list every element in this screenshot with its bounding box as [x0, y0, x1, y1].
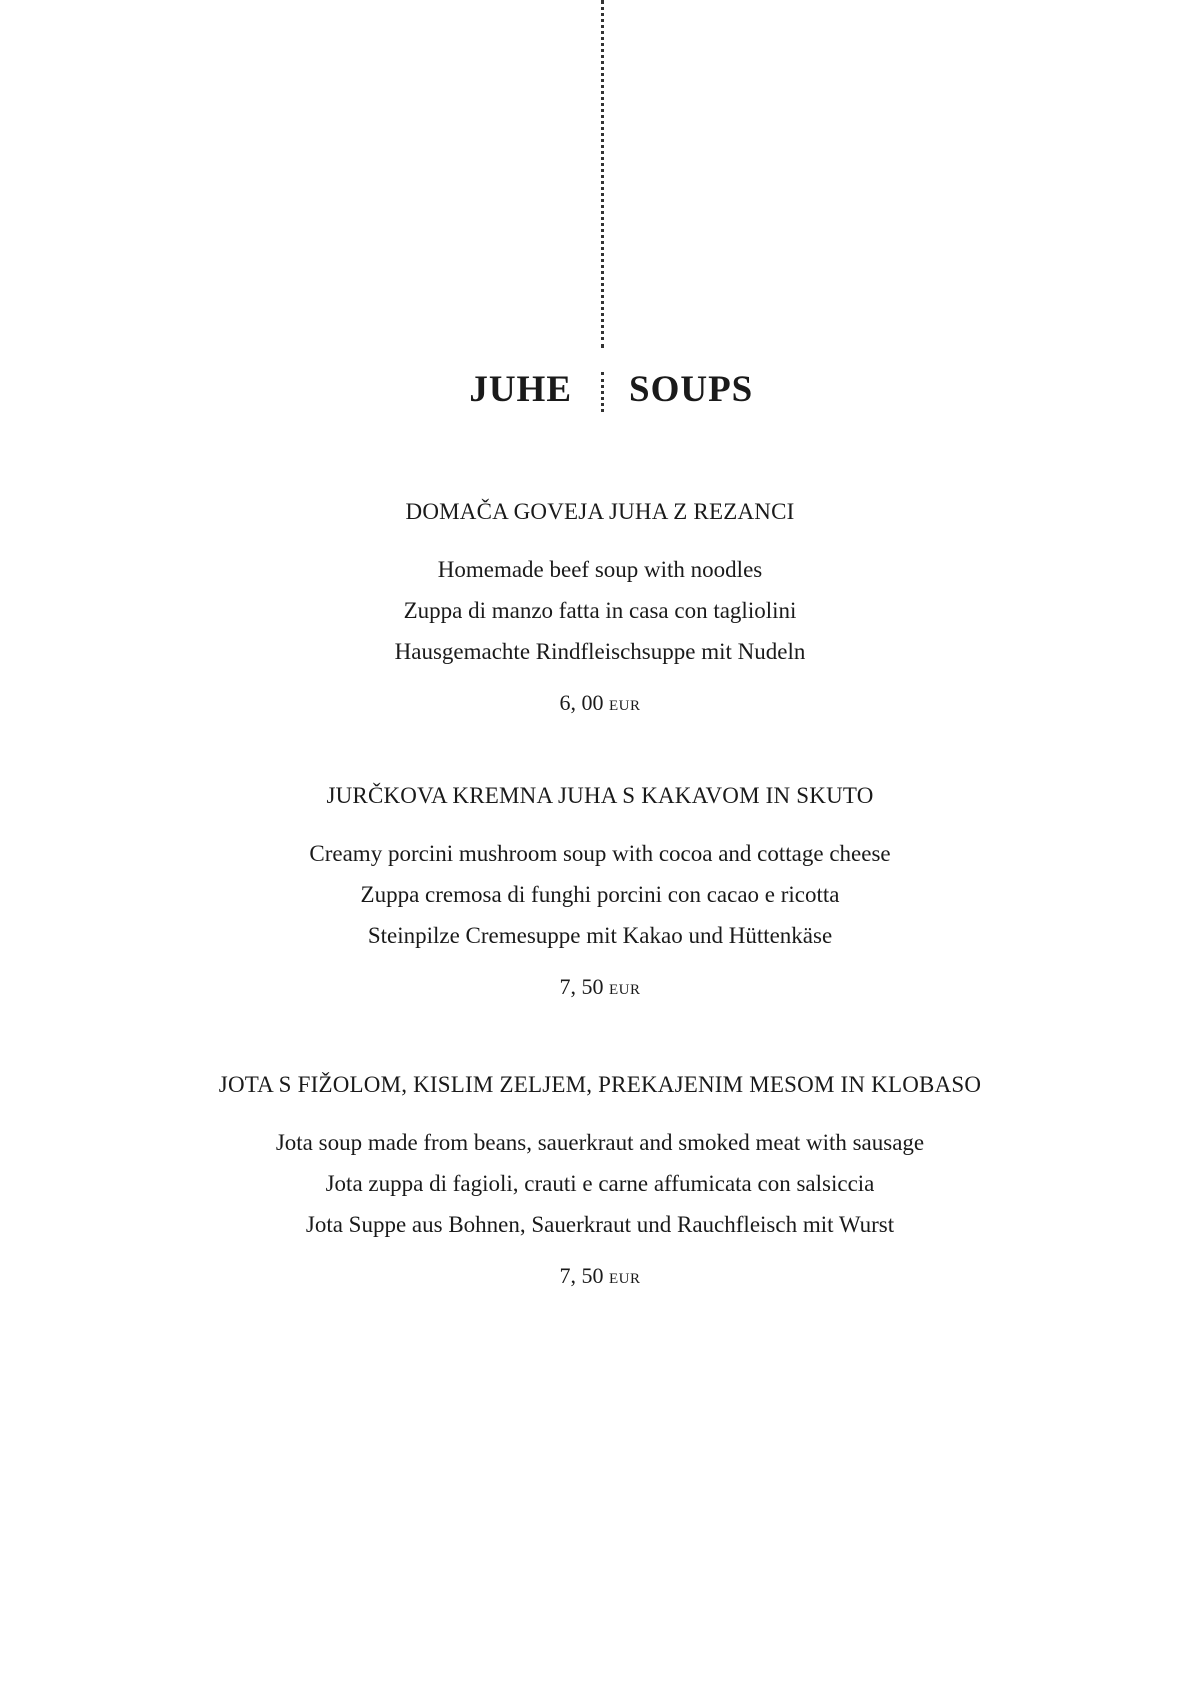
price-currency: EUR [609, 982, 641, 998]
menu-item-name: JURČKOVA KREMNA JUHA S KAKAVOM IN SKUTO [326, 783, 874, 808]
price-value: 7, 50 [559, 1263, 604, 1288]
price-currency: EUR [609, 698, 641, 714]
menu-item [0, 781, 1200, 1005]
menu-item-name: JOTA S FIŽOLOM, KISLIM ZELJEM, PREKAJENIM MESOM IN KLOBASO [218, 1072, 982, 1097]
price-value: 7, 50 [559, 974, 604, 999]
menu-item-descriptions [0, 1122, 1200, 1245]
menu-item-desc-it: Zuppa di manzo fatta in casa con tagliolini [403, 598, 797, 623]
price-value: 6, 00 [559, 690, 604, 715]
menu-item-desc-de: Jota Suppe aus Bohnen, Sauerkraut und Rauchfleisch mit Wurst [305, 1212, 895, 1237]
menu-item-price [0, 1261, 1200, 1294]
price-currency: EUR [609, 1271, 641, 1287]
menu-item [0, 1070, 1200, 1294]
menu-item-desc-de: Hausgemachte Rindfleischsuppe mit Nudeln [394, 639, 806, 664]
menu-item-price [0, 972, 1200, 1005]
top-dotted-divider [601, 0, 604, 348]
menu-item-desc-de: Steinpilze Cremesuppe mit Kakao und Hüttenkäse [367, 923, 833, 948]
menu-item-descriptions [0, 833, 1200, 956]
section-title-english: SOUPS [629, 369, 754, 410]
menu-item-desc-it: Jota zuppa di fagioli, crauti e carne affumicata con salsiccia [325, 1171, 875, 1196]
menu-item-desc-en: Creamy porcini mushroom soup with cocoa and cottage cheese [309, 841, 891, 866]
menu-item-price [0, 688, 1200, 721]
menu-item [0, 497, 1200, 721]
menu-item-desc-en: Jota soup made from beans, sauerkraut and smoked meat with sausage [275, 1130, 925, 1155]
title-dotted-separator [601, 372, 604, 412]
section-title-slovenian: JUHE [469, 369, 572, 410]
menu-item-desc-en: Homemade beef soup with noodles [437, 557, 763, 582]
section-title [0, 362, 1200, 418]
menu-item-desc-it: Zuppa cremosa di funghi porcini con cacao e ricotta [360, 882, 840, 907]
menu-item-name: DOMAČA GOVEJA JUHA Z REZANCI [405, 499, 795, 524]
menu-item-descriptions [0, 549, 1200, 672]
